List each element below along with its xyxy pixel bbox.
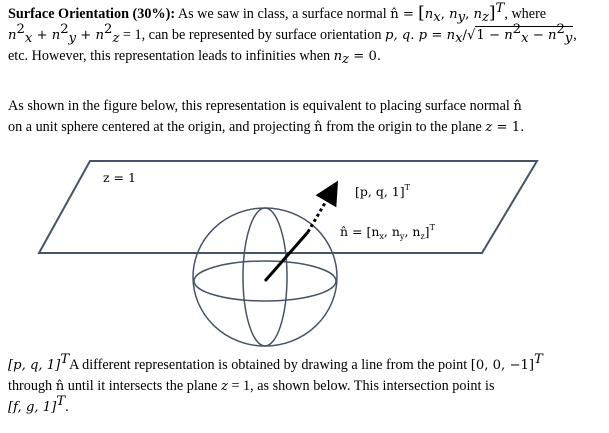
sphere-outline [193,208,337,346]
projection-dotted-line [308,191,332,232]
paragraph-line: $n^2_x + n^2_y + n^2_z = 1$, can be represented by surface orientation p, q. $p = n_x/√1 - n^2_x - n^2_y$, [8,22,577,46]
paragraph-line: etc. However, this representation leads to infinities when $n_z = 0$. [8,48,382,67]
paragraph-surface-orientation [8,3,604,67]
pq1-label: [p, q, 1]$^T$ [355,183,410,199]
paragraph-line: [f, g, 1]$^T$. [8,394,69,415]
paragraph-line: on a unit sphere centered at the origin, and projecting n̂ from the origin to the plane z = 1. [8,119,525,135]
paragraph-line: Surface Orientation (30%): As we saw in class, a surface normal n̂ = [$n_x$, $n_y$, $n_z]^T$, where [8,1,547,25]
paragraph-line: As shown in the figure below, this representation is equivalent to placing surface normal n̂ [8,98,522,114]
section-title: Surface Orientation (30%): [8,6,176,22]
paragraph-figure-intro [8,96,604,138]
normal-vector-label: n̂ = [$n_x$, $n_y$, $n_z]^T$ [340,223,435,241]
paragraph-alternative-representation [8,352,604,418]
plane-label: z = 1 [103,170,136,185]
unit-sphere-projection-figure [0,152,609,352]
square-root: $1 - n^2_x - n^2_y$ [476,22,573,46]
paragraph-line: [p, q, 1]$^T$A different representation is obtained by drawing a line from the point [0, 0, −1]$^T$ [8,352,543,373]
paragraph-line: through n̂ until it intersects the plane z = 1, as shown below. This intersection point is [8,378,495,394]
sphere-meridian [243,208,287,346]
